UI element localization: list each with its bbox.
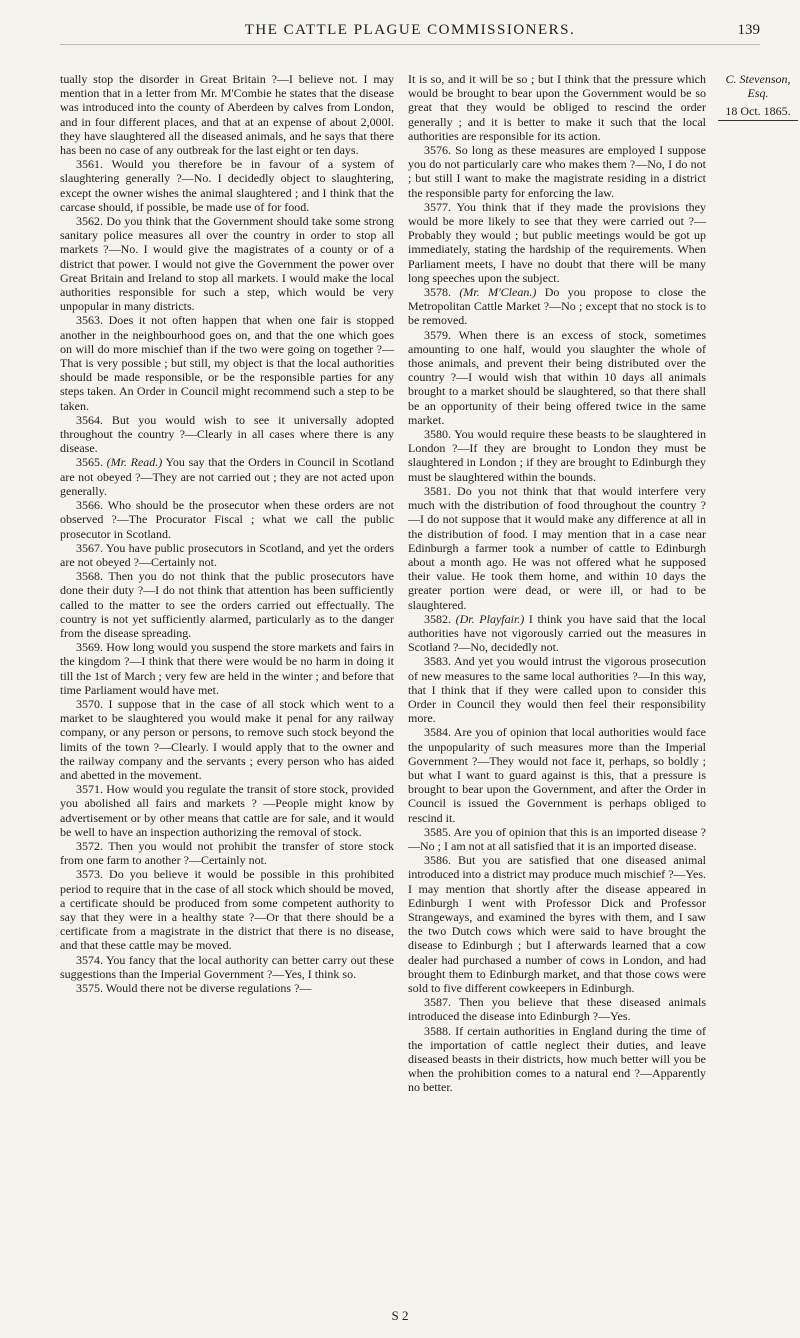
question-paragraph xyxy=(408,612,706,655)
question-paragraph: 3563. Does it not often happen that when one fair is stopped another in the neighbourhood goes on, and that the one which goes on will do more mischief than if the two were going on together ?—That is very possible ; but still, my object is that the local authorities should be made responsible, or be the responsible parties for any steps taken. An Order in Council might recommend such a step to be taken. xyxy=(60,313,394,413)
speaker-label: (Dr. Playfair.) xyxy=(455,611,525,626)
question-paragraph: 3584. Are you of opinion that local authorities would face the unpopularity of such measures more than the Imperial Government ?—They would not face it, perhaps, so boldly ; but what I want to guard against is this, that a pressure is brought to bear upon the Government, and after the Order in Council is issued the Government is perhaps obliged to rescind it. xyxy=(408,725,706,825)
evidence-date: 18 Oct. 1865. xyxy=(718,104,798,121)
question-paragraph: 3561. Would you therefore be in favour of a system of slaughtering generally ?—No. I decidedly object to slaughtering, except the owner wishes the animal slaughtered ; and I think that the carcase should, if possible, be made use of for food. xyxy=(60,157,394,214)
paragraph-text: Do you propose to close the Metropolitan Cattle Market ?—No ; except that no stock is to be removed. xyxy=(408,285,706,328)
question-paragraph: It is so, and it will be so ; but I think that the pressure which would be brought to bear upon the Government would be so great that they would be obliged to rescind the order generally ; and it is better to make it such that the local authorities are responsible for its action. xyxy=(408,72,706,143)
question-number: 3578. xyxy=(424,285,460,300)
question-paragraph: 3580. You would require these beasts to be slaughtered in London ?—If they are brought to London they must be slaughtered in London ; if they are brought to Edinburgh they must be slaughtered within the bounds. xyxy=(408,427,706,484)
question-number: 3582. xyxy=(424,611,456,626)
question-paragraph: 3564. But you would wish to see it universally adopted throughout the country ?—Clearly in all cases where there is any disease. xyxy=(60,412,394,456)
question-paragraph: 3586. But you are satisfied that one diseased animal introduced into a district may produce much mischief ?—Yes. I may mention that shortly after the disease appeared in Edinburgh I went with Professor Dick and Professor Strangeways, and examined the byres with them, and I saw the two Dutch cows which were said to have brought the disease to Edinburgh ; but I afterwards learned that a cow dealer had purchased a number of cows in London, and had brought them to Edinburgh market, and that those cows were sold to five different cowkeepers in Edinburgh. xyxy=(408,853,706,995)
witness-name: C. Stevenson, Esq. xyxy=(725,72,791,100)
paragraph-text: I think you have said that the local authorities have not vigorously carried out the measures in Scotland ?—No, decidedly not. xyxy=(408,611,707,655)
question-paragraph: 3566. Who should be the prosecutor when these orders are not observed ?—The Procurator Fiscal ; what we call the public prosecutor in Scotland. xyxy=(60,498,394,541)
page-number: 139 xyxy=(737,22,760,38)
question-paragraph: 3568. Then you do not think that the public prosecutors have done their duty ?—I do not think that attention has been sufficiently called to the matter to see the orders carried out effectually. The country is not yet sufficiently alarmed, particularly as to the danger from the disease spreading. xyxy=(60,569,394,640)
signature-mark: S 2 xyxy=(391,1308,409,1323)
question-paragraph xyxy=(408,285,706,328)
question-paragraph: 3579. When there is an excess of stock, sometimes amounting to one half, would you slaughter the whole of those animals, and prevent their being distributed over the country ?—I would wish that within 10 days all animals brought to a market should be slaughtered, so that there shall be an opportunity of their being offered twice in the same market. xyxy=(408,327,706,427)
question-number: 3565. xyxy=(76,455,107,470)
right-column xyxy=(408,72,706,1095)
question-paragraph: 3570. I suppose that in the case of all stock which went to a market to be slaughtered you would make it penal for any railway company, or any person or persons, to remove such stock beyond the limits of the town ?—Clearly. I would apply that to the owner and the railway company and the servants ; every person who has aided and abetted in the movement. xyxy=(60,696,394,782)
question-paragraph: 3587. Then you believe that these diseased animals introduced the disease into Edinburgh ?—Yes. xyxy=(408,995,706,1024)
speaker-label: (Mr. M'Clean.) xyxy=(459,285,537,300)
margin-note xyxy=(718,72,798,121)
speaker-label: (Mr. Read.) xyxy=(106,455,163,470)
question-paragraph: 3577. You think that if they made the provisions they would be more likely to see that they were carried out ?—Probably they would ; but public meetings would be got up immediately, stating the hardship of the requirements. When Parliament meets, I have no doubt that there will be many long speeches upon the subject. xyxy=(408,199,706,285)
question-paragraph: 3573. Do you believe it would be possible in this prohibited period to require that in the case of all stock which should be moved, a certificate should be produced from some competent authority to say that they were in a healthy state ?—Or that there should be a certificate from a magistrate in the district that there is no disease, and that these cattle may be moved. xyxy=(60,867,394,953)
left-column xyxy=(60,72,394,995)
question-paragraph xyxy=(60,455,394,498)
question-paragraph: 3588. If certain authorities in England during the time of the importation of cattle neglect their duties, and leave diseased beasts in their districts, how much better will you be when the prohibition comes to a natural end ?—Apparently no better. xyxy=(408,1023,706,1095)
page-header xyxy=(60,20,760,45)
question-paragraph: 3572. Then you would not prohibit the transfer of store stock from one farm to another ?—Certainly not. xyxy=(60,838,394,868)
running-title: THE CATTLE PLAGUE COMMISSIONERS. xyxy=(244,22,576,38)
question-paragraph: 3575. Would there not be diverse regulations ?— xyxy=(76,981,312,995)
question-paragraph: 3581. Do you not think that that would interfere very much with the distribution of food throughout the country ?—I do not suppose that it would make any difference at all in the distribution of food. I may mention that in a case near Edinburgh a farmer took a number of cattle to Edinburgh about a month ago. He was not offered what he supposed their value. He took them home, and within 10 days the greater portion were dead, or were ill, or had to be slaughtered. xyxy=(408,483,706,612)
question-paragraph: 3562. Do you think that the Government should take some strong sanitary police measures all over the country in order to stop all markets ?—No. I would give the magistrates of a county or of a district that power. I would not give the Government the power over Great Britain and Ireland to stop all markets. I would make the local authorities responsible for such a step, which would be very unpopular in many districts. xyxy=(60,214,394,314)
question-paragraph: 3583. And yet you would intrust the vigorous prosecution of new measures to the same local authorities ?—In this way, that I think that if they were called upon to consider this Order in Council they would then feel their responsibility more. xyxy=(408,654,706,726)
question-paragraph: 3574. You fancy that the local authority can better carry out these suggestions than the Imperial Government ?—Yes, I think so. xyxy=(60,952,394,981)
question-paragraph: 3576. So long as these measures are employed I suppose you do not particularly care who makes them ?—No, I do not ; but still I want to make the magistrate residing in a district the responsible party for enforcing the law. xyxy=(408,143,706,200)
question-paragraph: 3585. Are you of opinion that this is an imported disease ?—No ; I am not at all satisfied that it is an imported disease. xyxy=(408,824,706,853)
question-paragraph: tually stop the disorder in Great Britain ?—I believe not. I may mention that in a letter from Mr. M'Combie he states that the disease was introduced into the county of Aberdeen by calves from London, and in four different places, and that at an expense of about 2,000l. they have slaughtered all the diseased animals, and he says that there has been no case of any outbreak for the last eight or ten days. xyxy=(60,72,394,158)
question-paragraph: 3571. How would you regulate the transit of store stock, provided you abolished all fairs and markets ? —People might know by advertisement or by other means that cattle are for sale, and it would be well to have an inspection authorizing the removal of stock. xyxy=(60,782,394,839)
question-paragraph: 3569. How long would you suspend the store markets and fairs in the kingdom ?—I think that there were would be no harm in doing it till the 1st of March ; very few are held in the winter ; and before that time Parliament would have met. xyxy=(60,640,394,697)
paragraph-text: You say that the Orders in Council in Scotland are not obeyed ?—They are not carried out ; they are not acted upon generally. xyxy=(60,455,395,498)
question-paragraph: 3567. You have public prosecutors in Scotland, and yet the orders are not obeyed ?—Certainly not. xyxy=(60,540,394,569)
